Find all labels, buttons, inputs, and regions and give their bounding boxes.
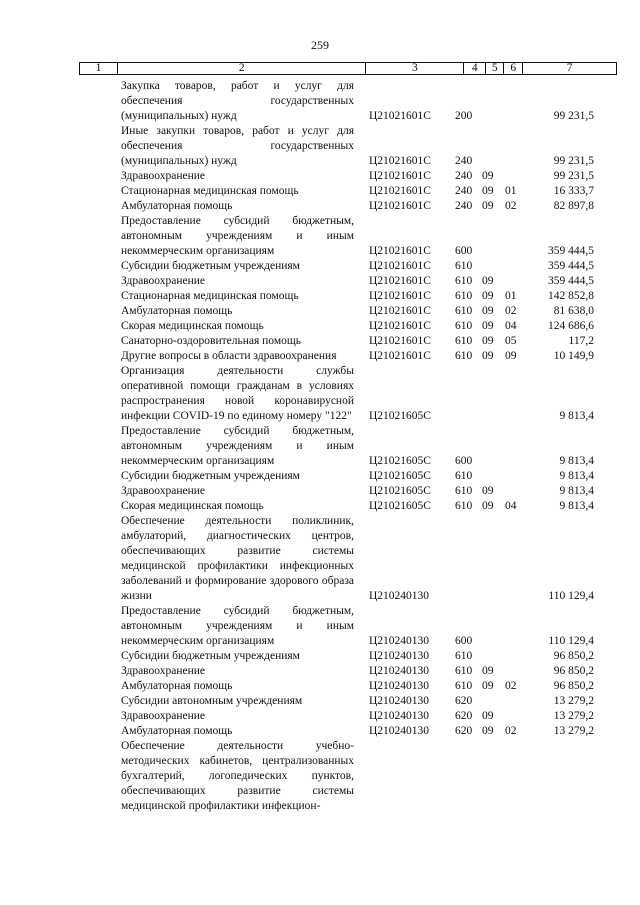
row-name: Санаторно-оздоровительная помощь [121,335,301,347]
row-expense-type: 610 [455,650,473,662]
page-number: 259 [311,38,329,52]
header-col-4: 4 [464,63,486,74]
row-amount: 9 813,4 [559,455,594,467]
table-row [0,604,640,649]
row-amount: 359 444,5 [548,275,594,287]
row-name: Субсидии бюджетным учреждениям [121,260,300,272]
row-section: 09 [482,200,494,212]
row-name: Здравоохранение [121,665,206,677]
row-amount: 9 813,4 [559,470,594,482]
row-amount: 96 850,2 [553,665,594,677]
row-expense-type: 610 [455,470,473,482]
row-code: Ц21021601С [369,200,431,212]
row-code: Ц210240130 [369,725,430,737]
table-row [0,664,640,679]
row-subsection: 02 [505,305,517,317]
row-amount: 99 231,5 [553,155,594,167]
row-expense-type: 200 [455,110,473,122]
row-amount: 99 231,5 [553,170,594,182]
row-code: Ц21021601С [369,260,431,272]
table-row [0,319,640,334]
row-amount: 82 897,8 [553,200,594,212]
row-expense-type: 620 [455,725,473,737]
row-name: Амбулаторная помощь [121,680,233,692]
row-section: 09 [482,485,494,497]
row-name: Амбулаторная помощь [121,200,233,212]
row-name: Иные закупки товаров, работ и услуг для обеспечения государственных (муниципальных) нужд [121,125,354,167]
row-subsection: 02 [505,725,517,737]
row-code: Ц21021601С [369,155,431,167]
row-name: Стационарная медицинская помощь [121,185,299,197]
row-name: Предоставление субсидий бюджетным, автономным учреждениям и иным некоммерческим организациям [121,215,354,257]
row-amount: 9 813,4 [559,410,594,422]
row-name: Другие вопросы в области здравоохранения [121,350,337,362]
row-section: 09 [482,305,494,317]
row-name: Здравоохранение [121,710,206,722]
row-code: Ц21021601С [369,335,431,347]
row-amount: 110 129,4 [548,590,594,602]
row-section: 09 [482,275,494,287]
row-expense-type: 610 [455,305,473,317]
row-amount: 359 444,5 [548,260,594,272]
row-amount: 81 638,0 [553,305,594,317]
table-row [0,289,640,304]
table-row [0,499,640,514]
row-section: 09 [482,710,494,722]
row-section: 09 [482,170,494,182]
row-name: Скорая медицинская помощь [121,500,264,512]
row-expense-type: 620 [455,695,473,707]
row-amount: 9 813,4 [559,485,594,497]
row-expense-type: 610 [455,335,473,347]
row-expense-type: 620 [455,710,473,722]
table-body [0,79,640,814]
row-name: Предоставление субсидий бюджетным, автономным учреждениям и иным некоммерческим организациям [121,425,354,467]
row-amount: 110 129,4 [548,635,594,647]
table-row [0,364,640,424]
table-row [0,199,640,214]
row-name: Организация деятельности службы оперативной помощи гражданам в условиях распространения новой коронавирусной инфекции COVID-19 по единому номеру "122" [121,365,354,422]
row-subsection: 05 [505,335,517,347]
row-expense-type: 610 [455,485,473,497]
row-amount: 16 333,7 [553,185,594,197]
row-name: Закупка товаров, работ и услуг для обеспечения государственных (муниципальных) нужд [121,80,354,122]
row-code: Ц210240130 [369,635,430,647]
row-amount: 13 279,2 [553,725,594,737]
row-code: Ц21021601С [369,245,431,257]
header-col-5: 5 [486,63,504,74]
row-amount: 13 279,2 [553,710,594,722]
row-amount: 359 444,5 [548,245,594,257]
row-subsection: 02 [505,200,517,212]
row-code: Ц21021601С [369,275,431,287]
table-row [0,259,640,274]
row-code: Ц21021605С [369,500,431,512]
table-row [0,679,640,694]
row-name: Субсидии бюджетным учреждениям [121,650,300,662]
table-row [0,469,640,484]
row-expense-type: 610 [455,275,473,287]
table-row [0,724,640,739]
header-col-7: 7 [523,63,617,74]
row-section: 09 [482,725,494,737]
table-row [0,514,640,604]
row-expense-type: 610 [455,350,473,362]
row-name: Обеспечение деятельности учебно-методических кабинетов, централизованных бухгалтерий, логопедических пунктов, обеспечивающих развитие системы медицинской профилактики инфекцион- [121,740,354,812]
row-code: Ц21021605С [369,455,431,467]
row-amount: 96 850,2 [553,680,594,692]
row-expense-type: 240 [455,200,473,212]
row-amount: 99 231,5 [553,110,594,122]
table-row [0,304,640,319]
row-expense-type: 600 [455,245,473,257]
row-name: Здравоохранение [121,275,206,287]
row-expense-type: 610 [455,320,473,332]
row-expense-type: 240 [455,170,473,182]
row-code: Ц210240130 [369,695,430,707]
table-row [0,214,640,259]
row-code: Ц21021601С [369,350,431,362]
row-code: Ц210240130 [369,590,430,602]
table-row [0,484,640,499]
row-section: 09 [482,185,494,197]
row-expense-type: 610 [455,665,473,677]
row-code: Ц21021605С [369,485,431,497]
header-col-2: 2 [118,63,367,74]
row-code: Ц210240130 [369,710,430,722]
row-name: Обеспечение деятельности поликлиник, амбулаторий, диагностических центров, обеспечивающих развитие системы медицинской профилактики инфекционных заболеваний и формирование здорового образа жизни [121,515,354,602]
row-name: Субсидии автономным учреждениям [121,695,303,707]
row-amount: 124 686,6 [548,320,594,332]
row-code: Ц21021601С [369,290,431,302]
row-expense-type: 600 [455,455,473,467]
table-row [0,124,640,169]
row-code: Ц210240130 [369,665,430,677]
header-col-3: 3 [366,63,464,74]
row-subsection: 01 [505,290,517,302]
row-name: Скорая медицинская помощь [121,320,264,332]
row-expense-type: 600 [455,635,473,647]
row-section: 09 [482,335,494,347]
row-amount: 13 279,2 [553,695,594,707]
row-name: Амбулаторная помощь [121,305,233,317]
row-code: Ц21021601С [369,320,431,332]
table-row [0,649,640,664]
row-name: Здравоохранение [121,485,206,497]
row-section: 09 [482,290,494,302]
row-expense-type: 610 [455,290,473,302]
table-header [79,62,617,75]
row-section: 09 [482,500,494,512]
row-amount: 9 813,4 [559,500,594,512]
row-expense-type: 610 [455,260,473,272]
row-expense-type: 240 [455,155,473,167]
row-subsection: 04 [505,320,517,332]
table-row [0,334,640,349]
row-amount: 142 852,8 [548,290,594,302]
row-name: Амбулаторная помощь [121,725,233,737]
row-subsection: 09 [505,350,517,362]
row-name: Субсидии бюджетным учреждениям [121,470,300,482]
table-row [0,79,640,124]
row-expense-type: 610 [455,500,473,512]
table-row [0,709,640,724]
table-row [0,184,640,199]
table-row [0,694,640,709]
row-section: 09 [482,665,494,677]
row-code: Ц21021601С [369,170,431,182]
table-row [0,349,640,364]
row-name: Здравоохранение [121,170,206,182]
row-section: 09 [482,680,494,692]
row-amount: 117,2 [568,335,594,347]
row-subsection: 01 [505,185,517,197]
row-amount: 10 149,9 [553,350,594,362]
row-code: Ц21021605С [369,410,431,422]
row-amount: 96 850,2 [553,650,594,662]
row-code: Ц21021605С [369,470,431,482]
row-code: Ц21021601С [369,185,431,197]
row-code: Ц21021601С [369,110,431,122]
row-code: Ц210240130 [369,650,430,662]
row-section: 09 [482,320,494,332]
row-subsection: 04 [505,500,517,512]
header-col-1: 1 [80,63,118,74]
row-expense-type: 610 [455,680,473,692]
row-code: Ц210240130 [369,680,430,692]
table-row [0,739,640,814]
table-row [0,169,640,184]
row-subsection: 02 [505,680,517,692]
header-col-6: 6 [504,63,523,74]
row-name: Стационарная медицинская помощь [121,290,299,302]
row-code: Ц21021601С [369,305,431,317]
row-section: 09 [482,350,494,362]
row-expense-type: 240 [455,185,473,197]
table-row [0,274,640,289]
row-name: Предоставление субсидий бюджетным, автономным учреждениям и иным некоммерческим организациям [121,605,354,647]
table-row [0,424,640,469]
